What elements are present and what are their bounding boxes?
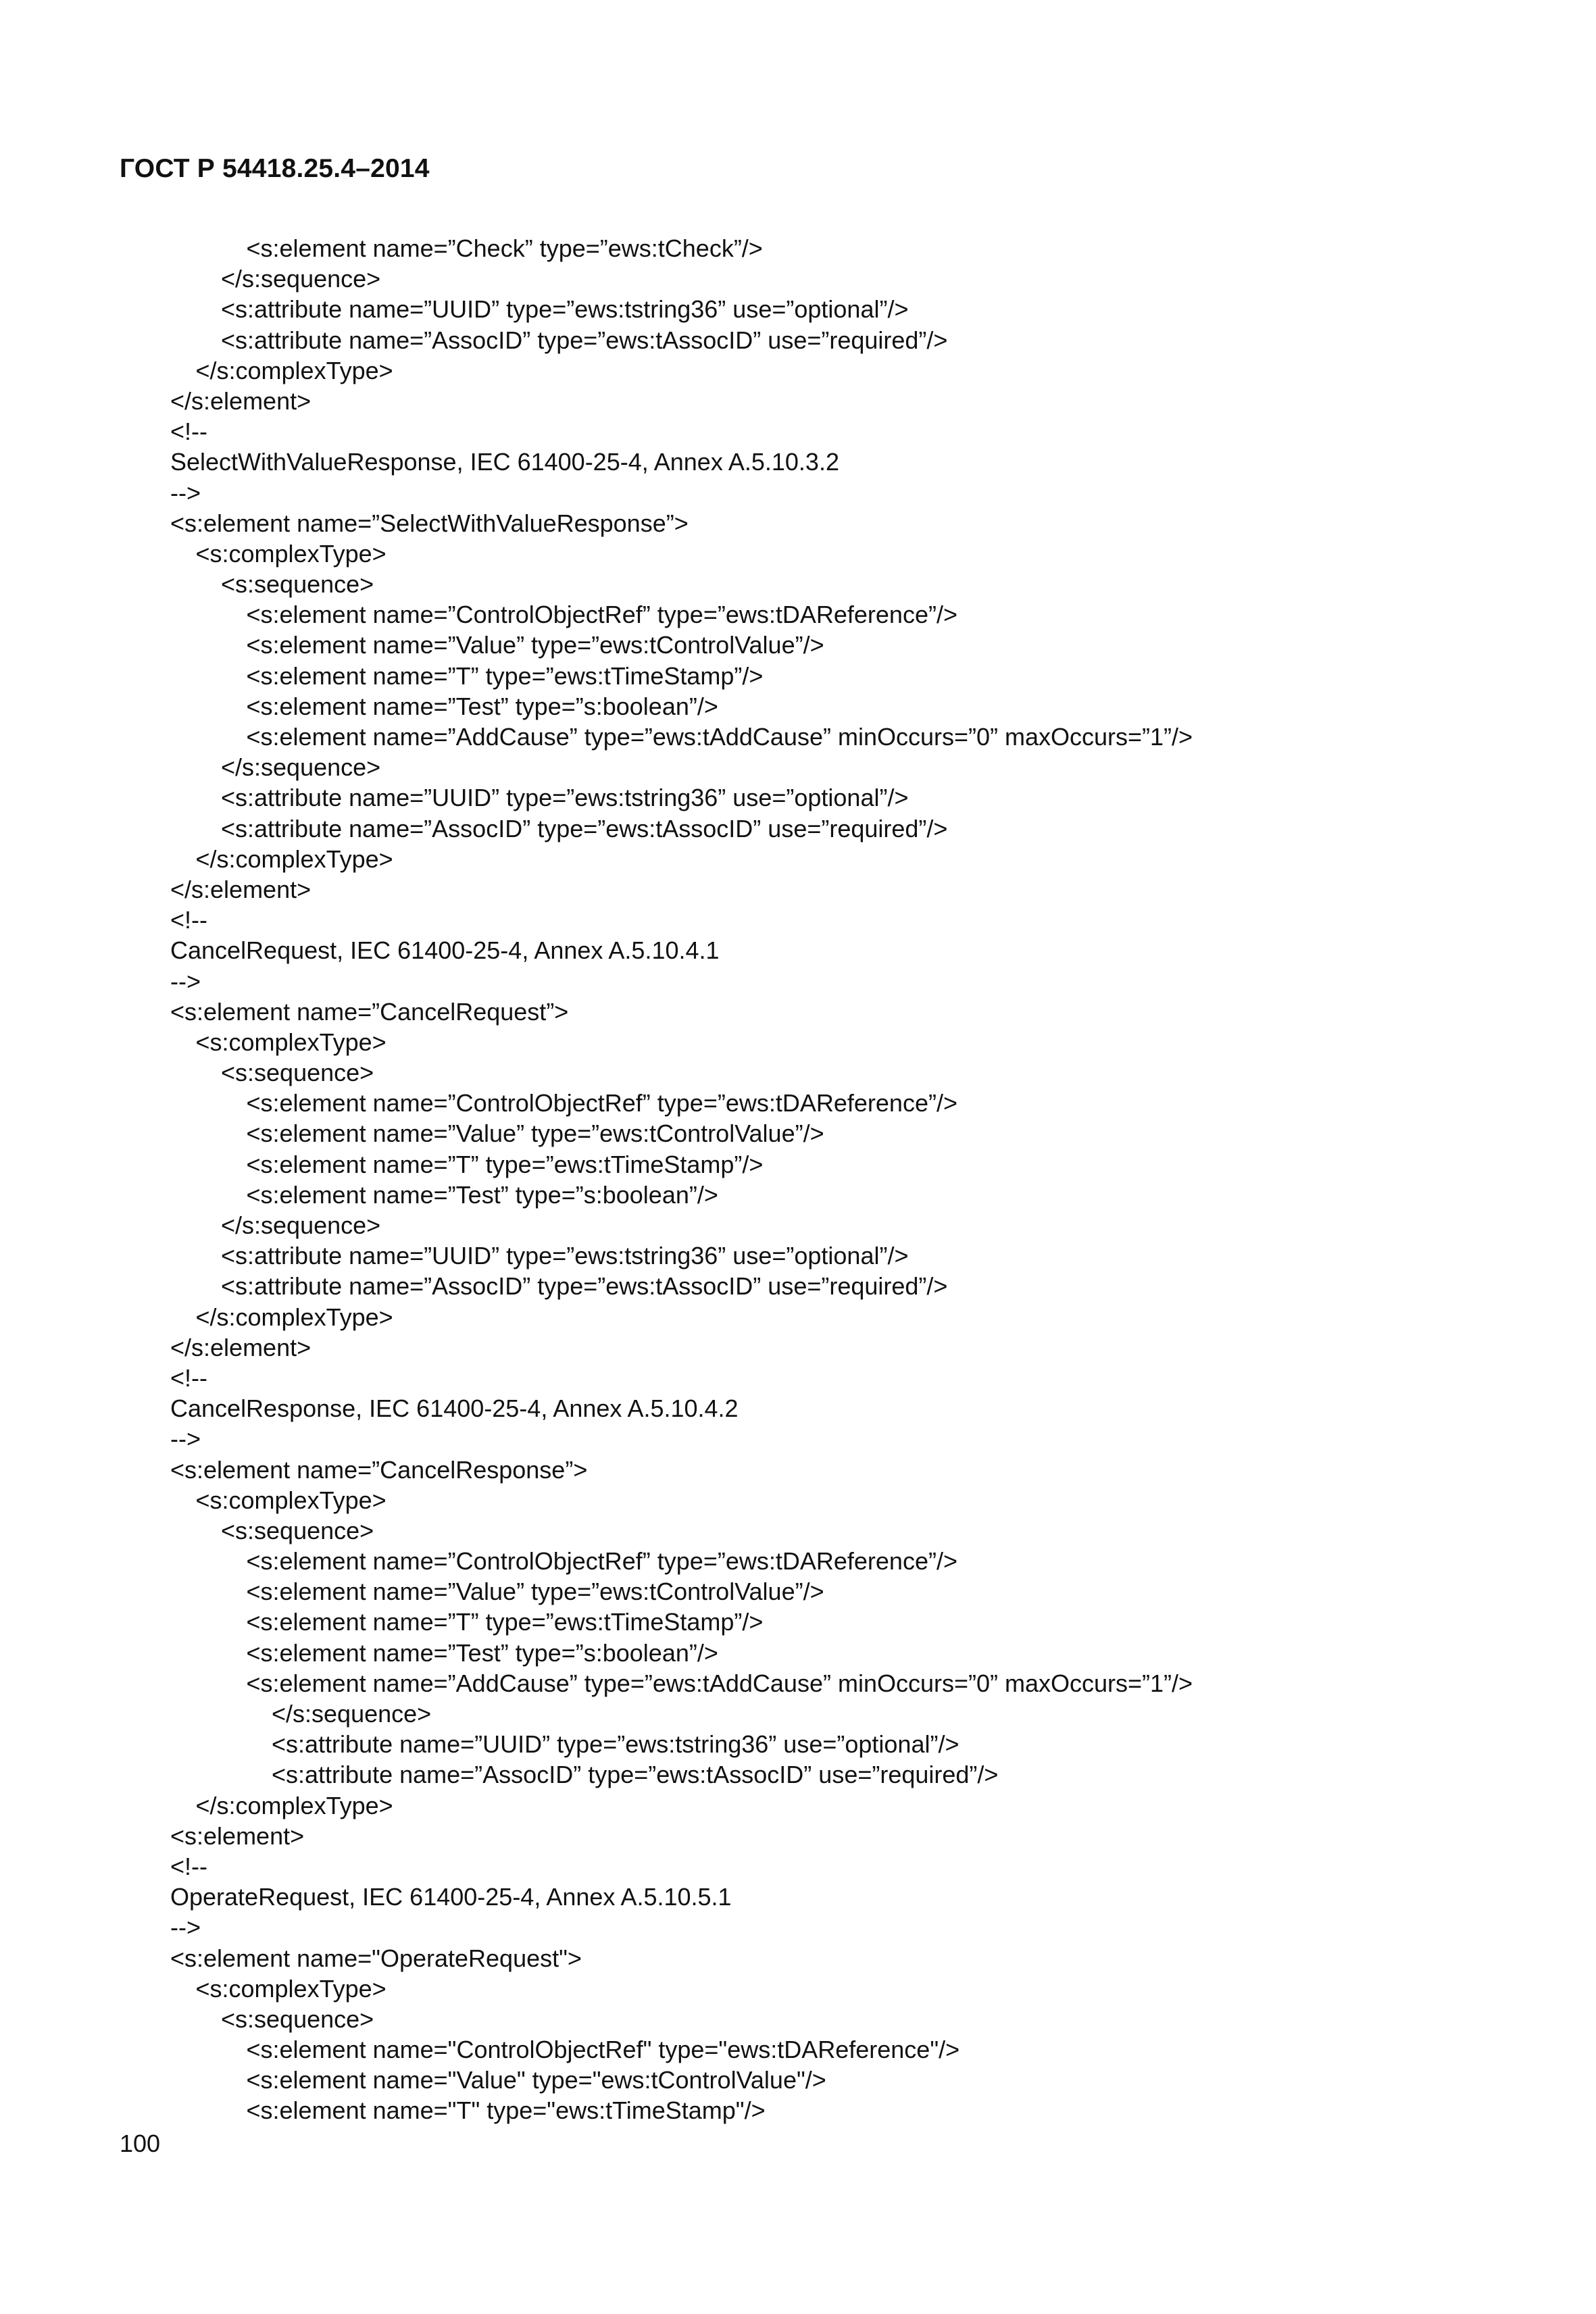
code-line: <s:sequence> [221,1516,374,1544]
code-line: <s:element name=”Value” type=”ews:tControlValue”/> [246,1120,824,1148]
code-line: SelectWithValueResponse, IEC 61400-25-4, Annex A.5.10.3.2 [170,448,839,476]
code-line: <!-- [170,1852,208,1880]
code-line: </s:complexType> [195,356,393,384]
code-line: <s:element name=”SelectWithValueResponse”> [170,509,689,537]
code-line: <s:element name=”Test” type=”s:boolean”/> [246,692,718,720]
code-line: <s:attribute name=”AssocID” type=”ews:tAssocID” use=”required”/> [221,814,948,842]
code-line: <s:attribute name=”UUID” type=”ews:tstring36” use=”optional”/> [221,1242,909,1270]
code-line: <s:element name=”ControlObjectRef” type=”ews:tDAReference”/> [246,601,957,629]
code-line: <s:element name=”ControlObjectRef” type=”ews:tDAReference”/> [246,1089,957,1117]
code-line: <s:element name=”CancelRequest”> [170,997,569,1026]
page-number: 100 [120,2130,161,2157]
code-line: <s:element name=”Check” type=”ews:tCheck”/> [246,234,763,262]
code-line: </s:element> [170,1333,311,1361]
code-line: <s:element name="ControlObjectRef" type="ews:tDAReference"/> [246,2036,960,2064]
code-line: <s:element name=”T” type=”ews:tTimeStamp”/> [246,1608,764,1636]
code-line: CancelResponse, IEC 61400-25-4, Annex A.5.10.4.2 [170,1394,739,1423]
code-line: <s:element name=”ControlObjectRef” type=”ews:tDAReference”/> [246,1547,957,1576]
code-line: <s:attribute name=”UUID” type=”ews:tstring36” use=”optional”/> [221,784,909,812]
code-line: </s:complexType> [195,1303,393,1331]
code-line: <s:complexType> [195,1486,386,1514]
code-line: <s:complexType> [195,1028,386,1056]
code-line: <s:sequence> [221,1059,374,1087]
code-line: </s:element> [170,386,311,415]
code-line: </s:complexType> [195,1791,393,1819]
code-line: </s:element> [170,875,311,903]
code-line: <s:attribute name=”AssocID” type=”ews:tAssocID” use=”required”/> [272,1761,999,1789]
code-line: <s:attribute name=”UUID” type=”ews:tstring36” use=”optional”/> [272,1730,959,1759]
code-line: </s:sequence> [221,753,381,782]
code-line: </s:complexType> [195,845,393,873]
xml-code-listing [170,233,1555,2126]
code-line: <s:attribute name=”UUID” type=”ews:tstring36” use=”optional”/> [221,295,909,324]
standard-header: ГОСТ Р 54418.25.4–2014 [120,154,430,183]
code-line: <s:element name=”AddCause” type=”ews:tAddCause” minOccurs=”0” maxOccurs=”1”/> [246,723,1193,751]
code-line: --> [170,1913,201,1942]
code-line: <s:element name="Value" type="ews:tControlValue"/> [246,2066,826,2094]
code-line: <s:element name=”CancelResponse”> [170,1455,588,1484]
code-line: <!-- [170,418,208,446]
code-line: --> [170,1425,201,1453]
code-line: <s:element name=”Value” type=”ews:tControlValue”/> [246,631,824,659]
code-line: <s:element name=”Value” type=”ews:tControlValue”/> [246,1578,824,1606]
code-line: <s:element name=”Test” type=”s:boolean”/> [246,1180,718,1209]
code-line: </s:sequence> [221,265,381,293]
code-line: <s:element name=”T” type=”ews:tTimeStamp”/> [246,1150,764,1178]
code-line: <!-- [170,906,208,934]
code-line: <s:element name=”Test” type=”s:boolean”/> [246,1638,718,1667]
code-line: <s:element name=”T” type=”ews:tTimeStamp”/> [246,661,764,690]
code-line: </s:sequence> [221,1211,381,1239]
code-line: <s:attribute name=”AssocID” type=”ews:tAssocID” use=”required”/> [221,1272,948,1301]
code-line: <s:sequence> [221,570,374,599]
code-line: --> [170,967,201,995]
code-line: <s:element name="T" type="ews:tTimeStamp"/> [246,2096,766,2125]
code-line: <s:sequence> [221,2005,374,2033]
code-line: <s:element name="OperateRequest"> [170,1944,582,1972]
code-line: <s:attribute name=”AssocID” type=”ews:tAssocID” use=”required”/> [221,326,948,354]
code-line: <!-- [170,1363,208,1392]
code-line: OperateRequest, IEC 61400-25-4, Annex A.5.10.5.1 [170,1883,732,1911]
code-line: </s:sequence> [272,1700,432,1728]
code-line: <s:complexType> [195,1974,386,2003]
code-line: CancelRequest, IEC 61400-25-4, Annex A.5.10.4.1 [170,936,720,965]
code-line: <s:element name=”AddCause” type=”ews:tAddCause” minOccurs=”0” maxOccurs=”1”/> [246,1669,1193,1697]
code-line: <s:element> [170,1821,305,1850]
code-line: --> [170,478,201,507]
code-line: <s:complexType> [195,539,386,568]
